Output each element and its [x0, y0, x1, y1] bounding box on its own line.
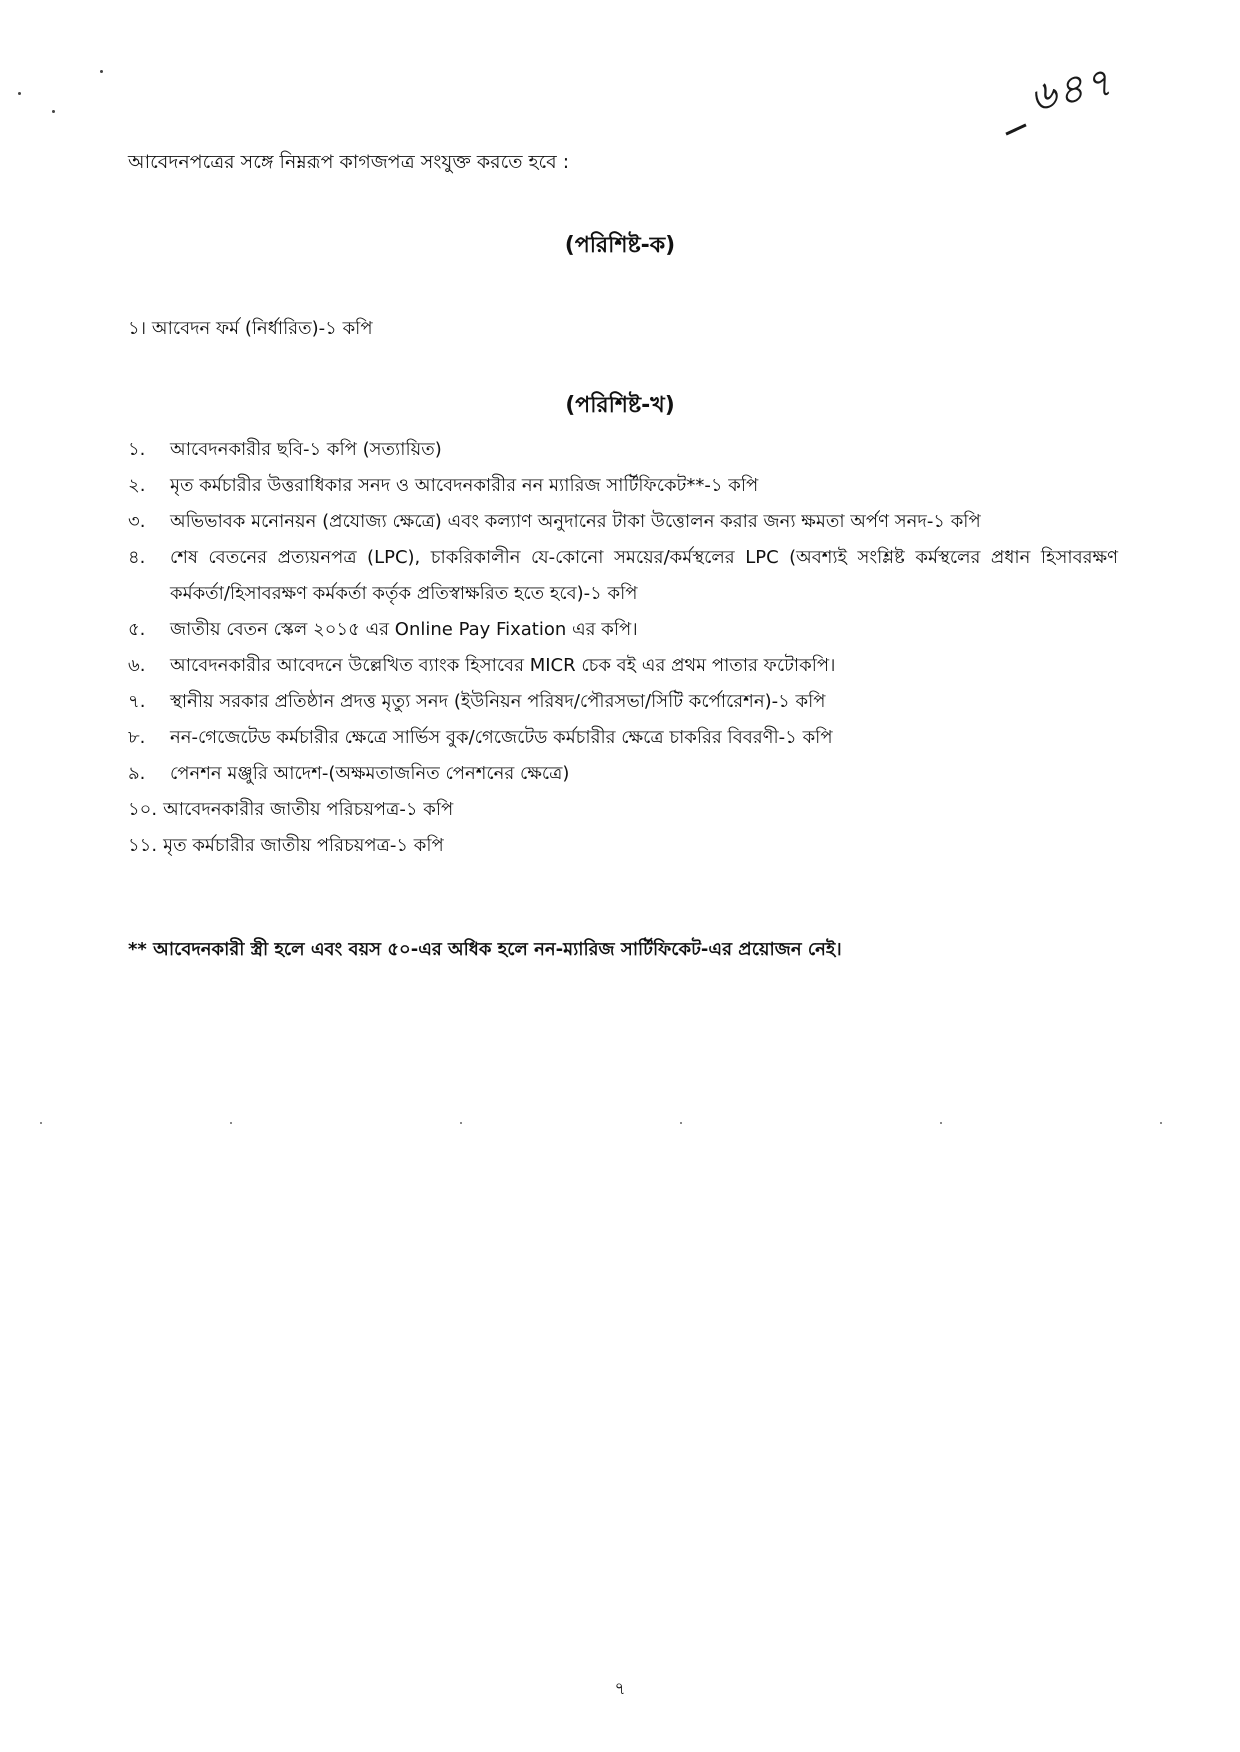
list-item-number: ৬.: [128, 655, 146, 676]
scan-speck: [460, 1122, 462, 1124]
list-item: [128, 792, 1118, 828]
list-item-text: অভিভাবক মনোনয়ন (প্রযোজ্য ক্ষেত্রে) এবং কল্যাণ অনুদানের টাকা উত্তোলন করার জন্য ক্ষমতা অর্পণ সনদ-১ কপি: [170, 511, 981, 532]
list-item-text: আবেদনকারীর ছবি-১ কপি (সত্যায়িত): [170, 439, 442, 460]
list-item-number: ৫.: [128, 619, 146, 640]
list-item-text: স্থানীয় সরকার প্রতিষ্ঠান প্রদত্ত মৃত্যু সনদ (ইউনিয়ন পরিষদ/পৌরসভা/সিটি কর্পোরেশন)-১ কপি: [170, 691, 826, 712]
scan-dot-row: [40, 1122, 1200, 1126]
list-item-number: ৪.: [128, 547, 146, 568]
scan-speck: [40, 1122, 42, 1124]
list-item-text: নন-গেজেটেড কর্মচারীর ক্ষেত্রে সার্ভিস বুক/গেজেটেড কর্মচারীর ক্ষেত্রে চাকরির বিবরণী-১ কপি: [170, 727, 833, 748]
list-item: [128, 756, 1118, 792]
appendix-ka-item: ১। আবেদন ফর্ম (নির্ধারিত)-১ কপি: [128, 318, 373, 339]
list-item-number: ৭.: [128, 691, 146, 712]
list-item: [128, 468, 1118, 504]
list-item-text: আবেদনকারীর জাতীয় পরিচয়পত্র-১ কপি: [163, 799, 454, 820]
appendix-kha-list: [128, 432, 1118, 864]
scan-speck: [940, 1122, 942, 1124]
appendix-kha-heading: (পরিশিষ্ট-খ): [565, 393, 675, 418]
list-item: [128, 684, 1118, 720]
list-item-text: পেনশন মঞ্জুরি আদেশ-(অক্ষমতাজনিত পেনশনের ক্ষেত্রে): [170, 763, 570, 784]
list-item: [128, 432, 1118, 468]
list-item: [128, 828, 1118, 864]
scan-speck: [100, 70, 103, 73]
list-item-number: ১.: [128, 439, 146, 460]
list-item: [128, 648, 1118, 684]
list-item-number: ২.: [128, 475, 146, 496]
list-item: [128, 612, 1118, 648]
list-item: [128, 540, 1118, 612]
scan-speck: [52, 110, 55, 113]
handwritten-folio-number: ৬৪৭: [1025, 58, 1118, 122]
scan-speck: [1160, 1122, 1162, 1124]
list-item-number: ১০.: [128, 799, 158, 820]
intro-text: আবেদনপত্রের সঙ্গে নিম্নরূপ কাগজপত্র সংযুক্ত করতে হবে :: [128, 151, 570, 173]
list-item-number: ১১.: [128, 835, 158, 856]
scan-speck: [230, 1122, 232, 1124]
list-item: [128, 504, 1118, 540]
list-item-text: আবেদনকারীর আবেদনে উল্লেখিত ব্যাংক হিসাবের MICR চেক বই এর প্রথম পাতার ফটোকপি।: [170, 655, 836, 676]
footnote: ** আবেদনকারী স্ত্রী হলে এবং বয়স ৫০-এর অধিক হলে নন-ম্যারিজ সার্টিফিকেট-এর প্রয়োজন নেই।: [128, 939, 842, 960]
scan-speck: [18, 92, 21, 95]
page-number: ৭: [614, 1679, 626, 1699]
appendix-ka-heading: (পরিশিষ্ট-ক): [564, 233, 676, 258]
list-item-number: ৯.: [128, 763, 146, 784]
list-item: [128, 720, 1118, 756]
list-item-number: ৮.: [128, 727, 146, 748]
list-item-text: জাতীয় বেতন স্কেল ২০১৫ এর Online Pay Fixation এর কপি।: [170, 619, 638, 640]
list-item-number: ৩.: [128, 511, 146, 532]
scan-speck: [680, 1122, 682, 1124]
list-item-text: মৃত কর্মচারীর উত্তরাধিকার সনদ ও আবেদনকারীর নন ম্যারিজ সার্টিফিকেট**-১ কপি: [170, 475, 759, 496]
list-item-text: মৃত কর্মচারীর জাতীয় পরিচয়পত্র-১ কপি: [163, 835, 444, 856]
list-item-text: শেষ বেতনের প্রত্যয়নপত্র (LPC), চাকরিকালীন যে-কোনো সময়ের/কর্মস্থলের LPC (অবশ্যই সংশ্লিষ্ট কর্মস্থলের প্রধান হিসাবরক্ষণ কর্মকর্তা/হিসাবরক্ষণ কর্মকর্তা কর্তৃক প্রতিস্বাক্ষরিত হতে হবে)-১ কপি: [170, 547, 1118, 604]
handwritten-mark: [1005, 123, 1026, 135]
